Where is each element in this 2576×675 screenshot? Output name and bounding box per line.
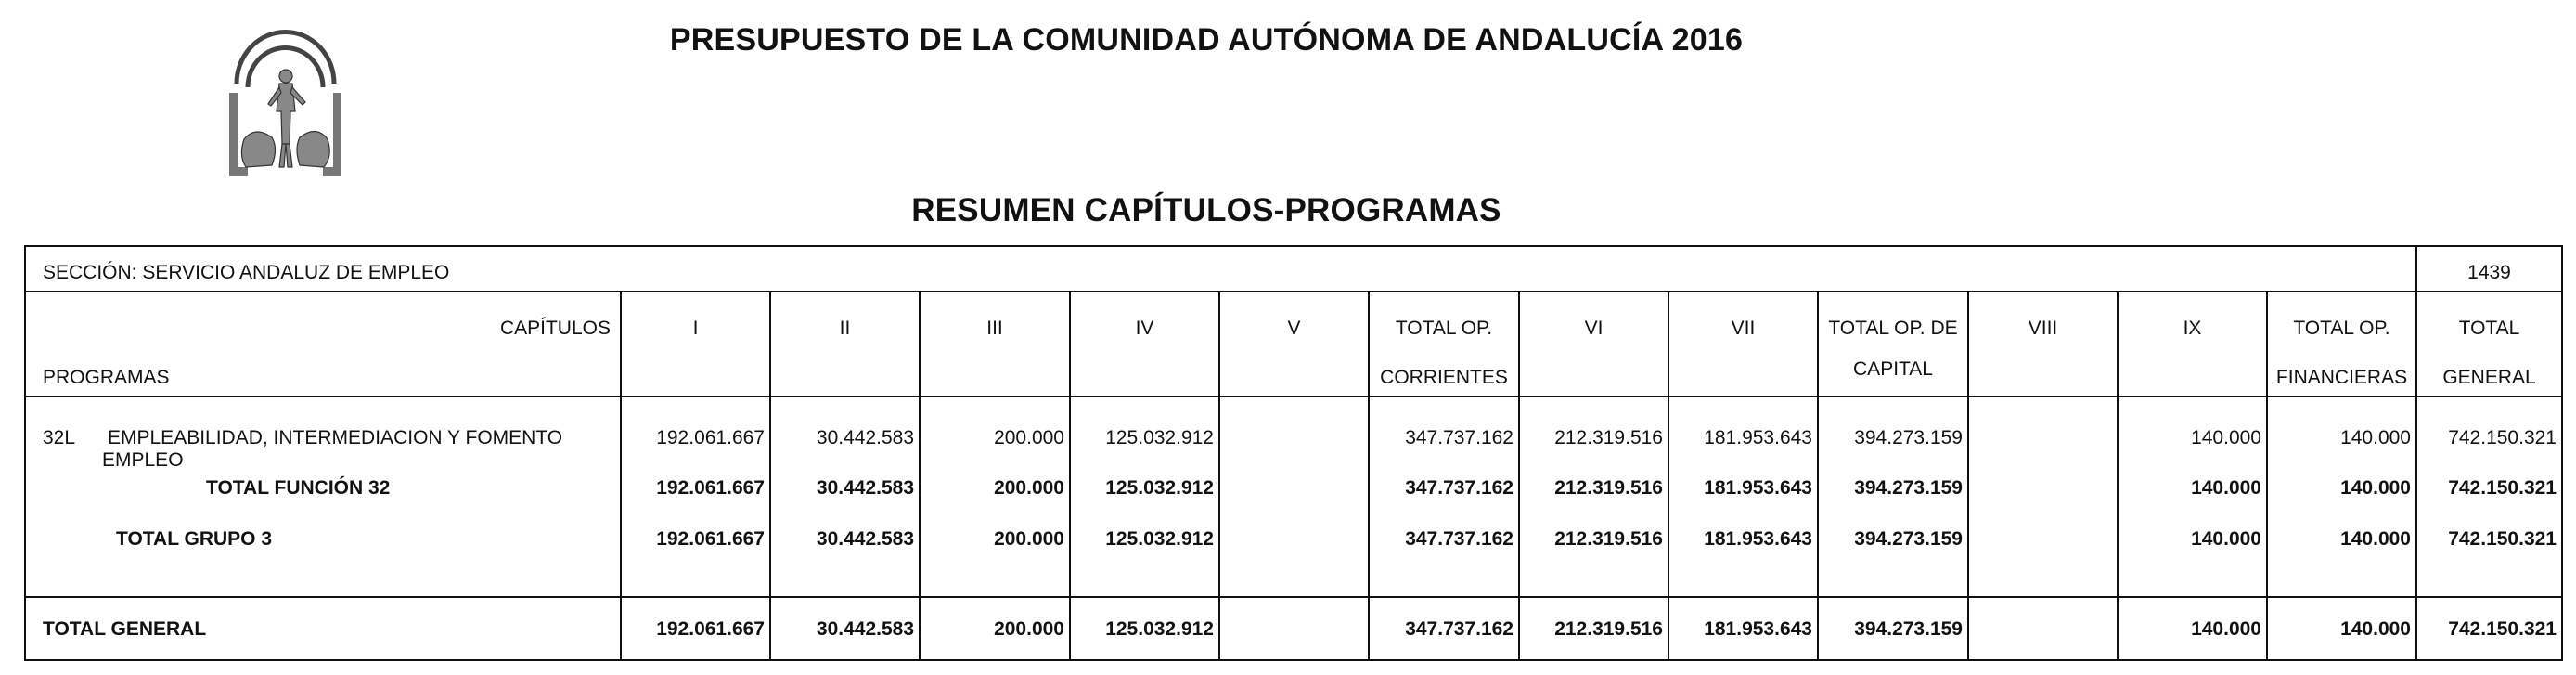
col-divider (1218, 291, 1220, 659)
header-total-general-line1: TOTAL (2458, 318, 2520, 339)
col-divider (620, 291, 622, 659)
summary-table (24, 245, 2563, 661)
total-grupo-value-col8: 181.953.643 (1704, 528, 1812, 550)
program-value-col7: 212.319.516 (1554, 427, 1663, 448)
program-value-col12: 140.000 (2340, 427, 2411, 448)
col-divider (1817, 291, 1819, 659)
total-funcion-value-col6: 347.737.162 (1405, 477, 1513, 499)
total-funcion-value-col2: 30.442.583 (816, 477, 914, 499)
total-general-value-col3: 200.000 (994, 618, 1064, 640)
program-name-line1: EMPLEABILIDAD, INTERMEDIACION Y FOMENTO (108, 427, 563, 448)
header-total-capital-line1: TOTAL OP. DE (1828, 318, 1958, 339)
program-value-col9: 394.273.159 (1854, 427, 1963, 448)
header-col-IX: IX (2183, 318, 2202, 339)
header-col-IV: IV (1135, 318, 1154, 339)
total-grupo-value-col7: 212.319.516 (1554, 528, 1663, 550)
col-divider (1518, 291, 1520, 659)
header-divider (26, 396, 2561, 397)
total-grupo-value-col6: 347.737.162 (1405, 528, 1513, 550)
section-label: SECCIÓN: SERVICIO ANDALUZ DE EMPLEO (43, 262, 450, 283)
total-general-value-col12: 140.000 (2340, 618, 2411, 640)
total-general-value-col9: 394.273.159 (1854, 618, 1963, 640)
total-funcion-value-col8: 181.953.643 (1704, 477, 1812, 499)
col-divider (1069, 291, 1071, 659)
total-general-value-col7: 212.319.516 (1554, 618, 1663, 640)
header-total-financieras-line1: TOTAL OP. (2293, 318, 2390, 339)
header-total-financieras-line2: FINANCIERAS (2275, 367, 2408, 388)
col-divider (1368, 291, 1370, 659)
program-value-col1: 192.061.667 (656, 427, 765, 448)
header-total-capital-line2: CAPITAL (1853, 358, 1933, 380)
total-funcion-value-col4: 125.032.912 (1105, 477, 1214, 499)
header-total-general-line2: GENERAL (2442, 367, 2536, 388)
total-grupo-label: TOTAL GRUPO 3 (116, 528, 273, 550)
header-col-V: V (1287, 318, 1301, 339)
program-value-col4: 125.032.912 (1105, 427, 1214, 448)
total-general-value-col13: 742.150.321 (2448, 618, 2557, 640)
total-funcion-value-col3: 200.000 (994, 477, 1064, 499)
section-code: 1439 (2467, 262, 2511, 283)
header-col-II: II (839, 318, 851, 339)
header-col-VI: VI (1584, 318, 1604, 339)
header-col-I: I (692, 318, 699, 339)
page-title: PRESUPUESTO DE LA COMUNIDAD AUTÓNOMA DE ANDALUCÍA 2016 (669, 22, 1744, 58)
col-divider (769, 291, 771, 659)
total-general-value-col6: 347.737.162 (1405, 618, 1513, 640)
header-capitulos: CAPÍTULOS (499, 318, 611, 339)
total-general-label: TOTAL GENERAL (43, 618, 207, 640)
total-funcion-value-col1: 192.061.667 (656, 477, 765, 499)
total-general-value-col1: 192.061.667 (656, 618, 765, 640)
total-grupo-value-col1: 192.061.667 (656, 528, 765, 550)
total-funcion-value-col9: 394.273.159 (1854, 477, 1963, 499)
total-divider (26, 596, 2561, 598)
total-grupo-value-col9: 394.273.159 (1854, 528, 1963, 550)
total-grupo-value-col11: 140.000 (2191, 528, 2261, 550)
col-divider (1967, 291, 1969, 659)
header-col-VII: VII (1731, 318, 1756, 339)
total-funcion-value-col7: 212.319.516 (1554, 477, 1663, 499)
col-divider (919, 291, 921, 659)
header-col-VIII: VIII (2028, 318, 2058, 339)
total-funcion-value-col13: 742.150.321 (2448, 477, 2557, 499)
total-grupo-value-col3: 200.000 (994, 528, 1064, 550)
header-total-corrientes-line1: TOTAL OP. (1395, 318, 1493, 339)
col-divider (2266, 291, 2268, 659)
col-divider (1668, 291, 1669, 659)
total-general-value-col8: 181.953.643 (1704, 618, 1812, 640)
total-funcion-value-col12: 140.000 (2340, 477, 2411, 499)
total-grupo-value-col2: 30.442.583 (816, 528, 914, 550)
program-name-line2: EMPLEO (102, 449, 184, 471)
program-code: 32L (43, 427, 76, 448)
total-general-value-col2: 30.442.583 (816, 618, 914, 640)
total-general-value-col11: 140.000 (2191, 618, 2261, 640)
header-col-III: III (986, 318, 1003, 339)
program-value-col6: 347.737.162 (1405, 427, 1513, 448)
col-divider (2117, 291, 2119, 659)
total-funcion-label: TOTAL FUNCIÓN 32 (206, 477, 391, 499)
total-grupo-value-col13: 742.150.321 (2448, 528, 2557, 550)
program-value-col3: 200.000 (994, 427, 1064, 448)
header-programas: PROGRAMAS (43, 367, 170, 388)
total-funcion-value-col11: 140.000 (2191, 477, 2261, 499)
total-grupo-value-col4: 125.032.912 (1105, 528, 1214, 550)
col-divider (2415, 247, 2417, 659)
program-value-col8: 181.953.643 (1704, 427, 1812, 448)
total-general-value-col4: 125.032.912 (1105, 618, 1214, 640)
page-subtitle: RESUMEN CAPÍTULOS-PROGRAMAS (911, 192, 1501, 228)
section-divider (26, 291, 2561, 292)
program-value-col13: 742.150.321 (2448, 427, 2557, 448)
total-grupo-value-col12: 140.000 (2340, 528, 2411, 550)
program-value-col11: 140.000 (2191, 427, 2261, 448)
header-total-corrientes-line2: CORRIENTES (1380, 367, 1508, 388)
junta-andalucia-logo (227, 19, 343, 178)
program-value-col2: 30.442.583 (816, 427, 914, 448)
